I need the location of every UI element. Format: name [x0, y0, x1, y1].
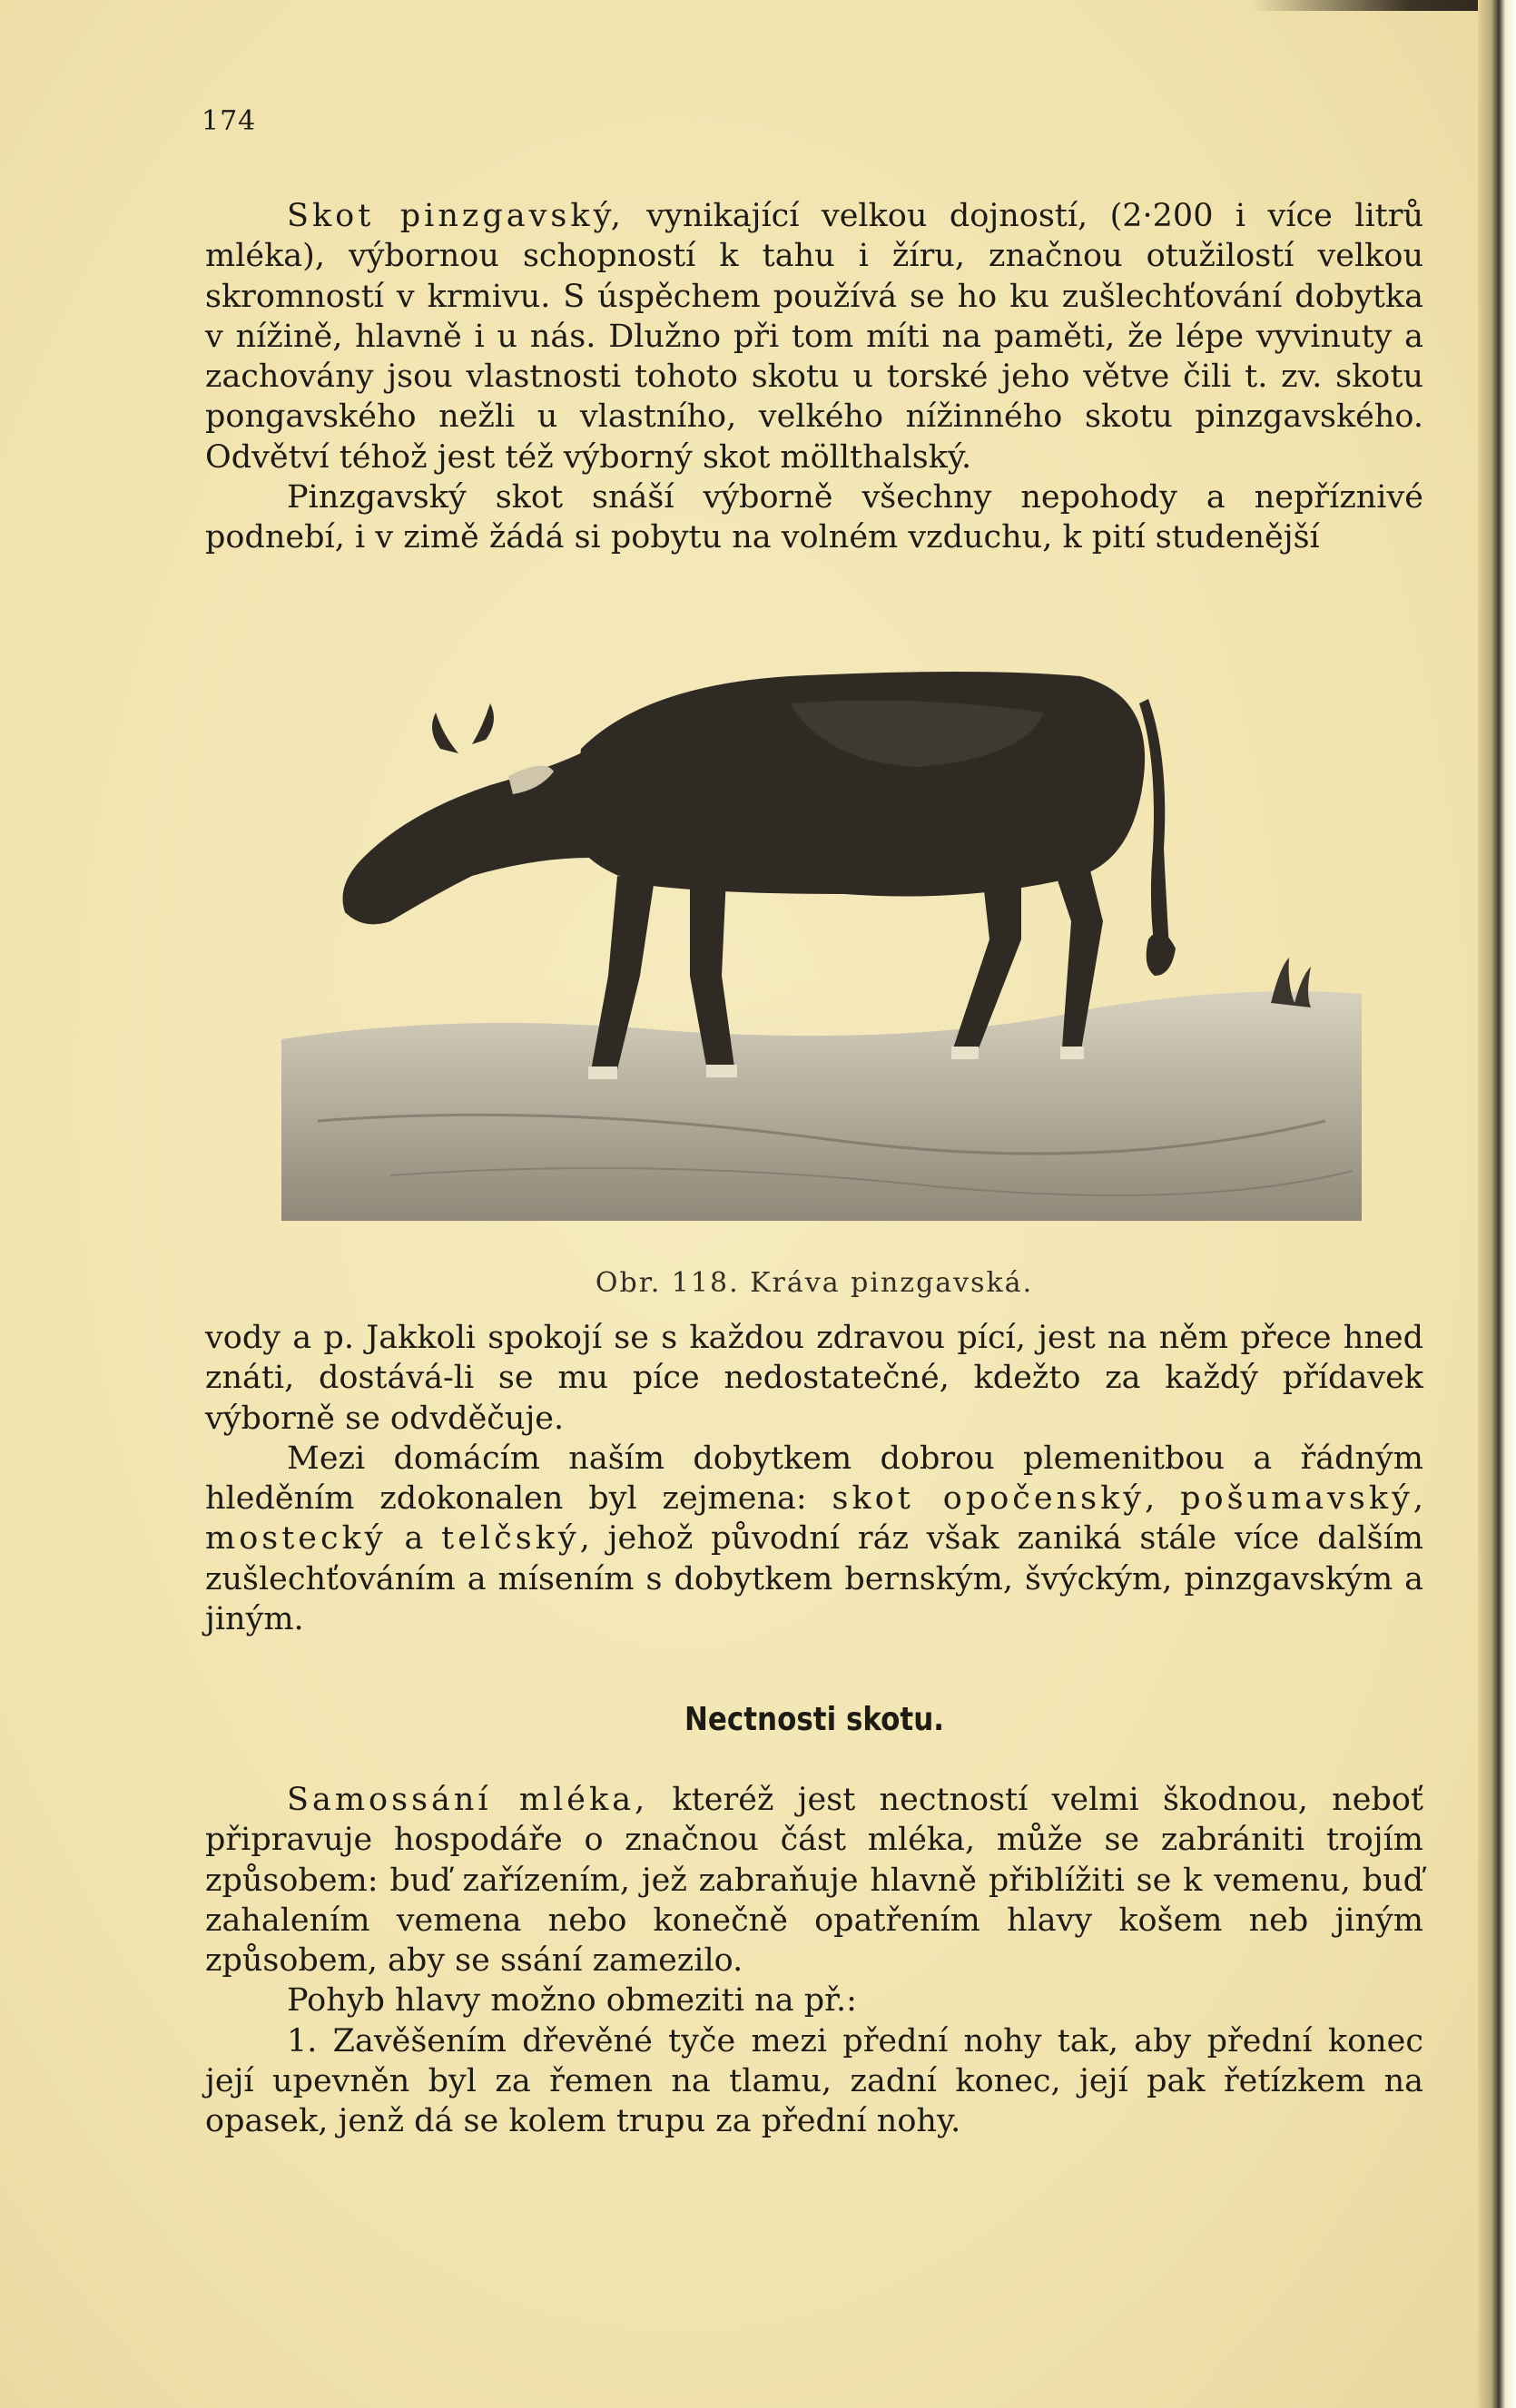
page-number: 174	[202, 105, 257, 137]
scan-edge-right	[1478, 0, 1516, 2408]
paragraph-text: kteréž jest nectností velmi škodnou, neboť připravuje hospodáře o značnou část mléka, může se zabrániti trojím způsobem: buď zařízením, jež zabraňuje hlavně přiblížiti se k vemenu, buď zahalením vemena nebo konečně opatřením hlavy košem neb jiným způsobem, aby se ssání zamezilo.	[205, 1782, 1423, 1980]
text-block-top	[205, 196, 1423, 558]
separator: ,	[1145, 1480, 1181, 1518]
hoof	[1060, 1047, 1084, 1059]
text-block-bottom	[205, 1780, 1423, 2142]
paragraph-text: , jehož původní ráz však zaniká stále více dalším zušlechťováním a mísením s dobytkem bernským, švýckým, pinzgavským a jiným.	[205, 1520, 1423, 1638]
paragraph-domestic-breeds	[205, 1439, 1423, 1639]
hoof	[706, 1065, 737, 1077]
hoof	[588, 1066, 617, 1079]
breed-telc: telčský	[441, 1520, 580, 1558]
separator: a	[386, 1520, 442, 1558]
figure-cow	[281, 649, 1362, 1221]
horn-right	[472, 703, 494, 744]
paragraph-continuation: vody a p. Jakkoli spokojí se s každou zdravou pící, jest na něm přece hned znáti, dostává-li se mu píce nedostatečné, kdežto za každý přídavek výborně se odvděčuje.	[205, 1320, 1423, 1437]
term-pinzgau-cattle: Skot pinzgavský,	[287, 198, 625, 234]
paragraph-text: vynikající velkou dojností, (2·200 i více litrů mléka), výbornou schopností k tahu i žíru, značnou otužilostí velkou skromností v krmivu. S úspěchem používá se ho ku zušlechťování dobytka v nížině, hlavně i u nás. Dlužno při tom míti na paměti, že lépe vyvinuty a zachovány jsou vlastnosti tohoto skotu u torské jeho větve čili t. zv. skotu pongavského nežli u vlastního, velkého nížinného skotu pinzgavského. Odvětví téhož jest též výborný skot möllthalský.	[205, 198, 1424, 476]
breed-sumava: pošumavský	[1180, 1480, 1413, 1518]
horn-left	[432, 713, 458, 753]
paragraph-self-suckling	[205, 1780, 1423, 1980]
separator: ,	[1413, 1480, 1424, 1518]
breed-opocno: skot opočenský	[832, 1480, 1146, 1518]
paragraph-weather: Pinzgavský skot snáší výborně všechny nepohody a nepříznivé podnebí, i v zimě žádá si pobytu na volném vzduchu, k pití studenější	[205, 479, 1423, 556]
paragraph-method-1: 1. Zavěšením dřevěné tyče mezi přední nohy tak, aby přední konec její upevněn byl za řemen na tlamu, zadní konec, její pak řetízkem na opasek, jenž dá se kolem trupu za přední nohy.	[205, 2022, 1423, 2140]
paragraph-pinzgau-cattle	[205, 196, 1423, 477]
hoof	[951, 1047, 979, 1059]
cow-illustration-icon	[281, 649, 1362, 1221]
breed-most: mostecký	[205, 1520, 387, 1558]
paragraph-text: Mezi domácím naším dobytkem dobrou plemenitbou a řádným hleděním zdokonalen byl zejmena:	[205, 1440, 1423, 1518]
scan-edge-top	[1253, 0, 1516, 11]
section-heading: Nectnosti skotu.	[684, 1701, 945, 1738]
term-self-suckling: Samossání mléka,	[287, 1782, 649, 1818]
figure-caption: Obr. 118. Kráva pinzgavská.	[595, 1267, 1034, 1299]
paragraph-head-movement: Pohyb hlavy možno obmeziti na př.:	[287, 1982, 857, 2020]
text-block-middle	[205, 1318, 1423, 1639]
